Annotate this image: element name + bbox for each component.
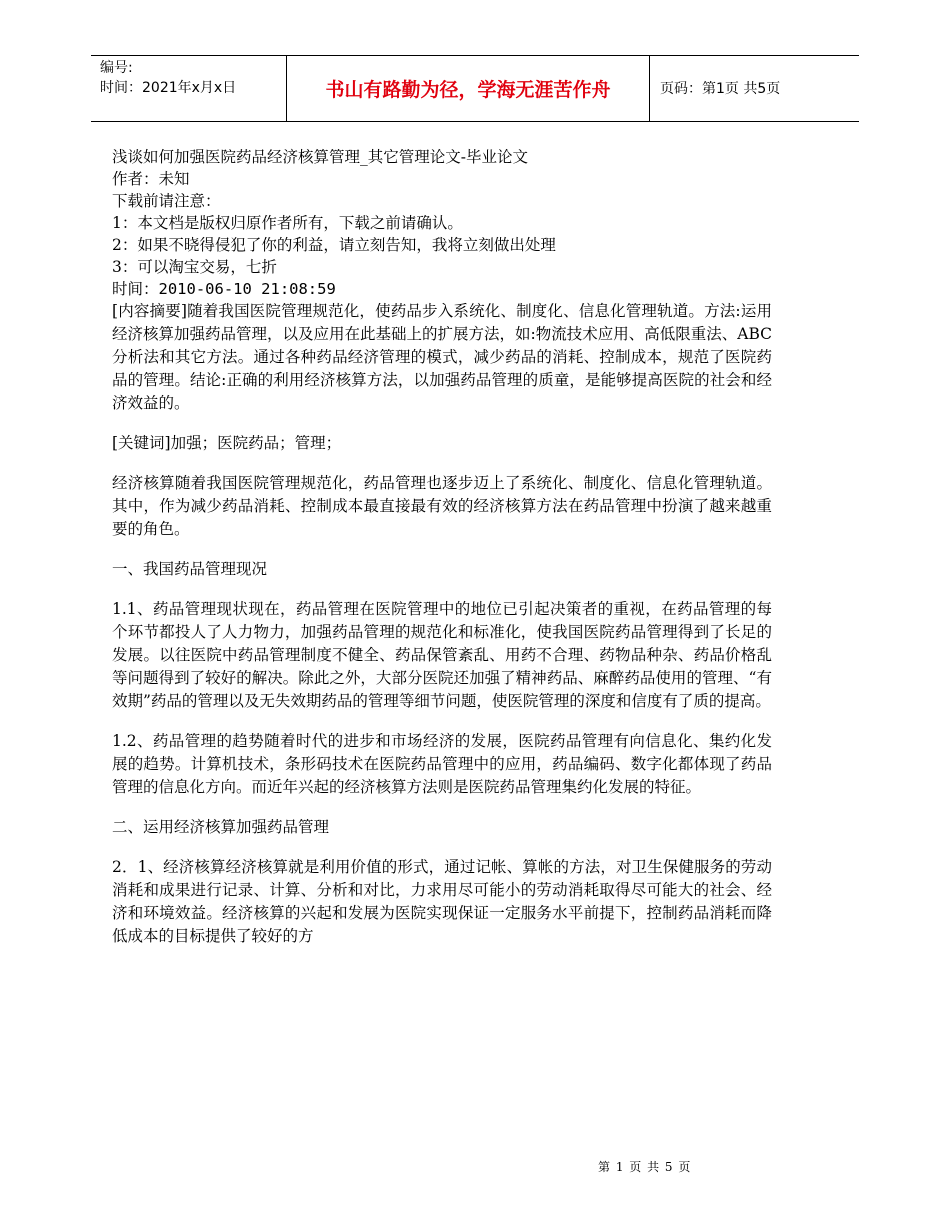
header-bottom-rule xyxy=(91,121,859,122)
document-time: 时间：2010-06-10 21:08:59 xyxy=(112,280,336,298)
notice-header: 下载前请注意： xyxy=(112,192,221,210)
header-motto-box xyxy=(286,55,650,121)
document-title: 浅谈如何加强医院药品经济核算管理_其它管理论文-毕业论文 xyxy=(112,148,528,166)
header-time-label: 时间：2021年x月x日 xyxy=(100,80,237,96)
document-body xyxy=(112,146,772,948)
paragraph-1-2: 1.2、药品管理的趋势随着时代的进步和市场经济的发展，医院药品管理有向信息化、集约化发展的趋势。计算机技术，条形码技术在医院药品管理中的应用，药品编码、数字化都体现了药品管理的信息化方向。而近年兴起的经济核算方法则是医院药品管理集约化发展的特征。 xyxy=(112,732,772,796)
page-footer: 第 1 页 共 5 页 xyxy=(598,1160,692,1174)
notice-item-1: 1：本文档是版权归原作者所有，下载之前请确认。 xyxy=(112,214,463,232)
section-heading-2: 二、运用经济核算加强药品管理 xyxy=(112,818,330,836)
abstract-paragraph: [内容摘要]随着我国医院管理规范化，使药品步入系统化、制度化、信息化管理轨道。方法:运用经济核算加强药品管理，以及应用在此基础上的扩展方法，如:物流技术应用、高低限重法、ABC分析法和其它方法。通过各种药品经济管理的模式，减少药品的消耗、控制成本，规范了医院药品的管理。结论:正确的利用经济核算方法，以加强药品管理的质童，是能够提高医院的社会和经济效益的。 xyxy=(112,302,772,412)
header-motto: 书山有路勤为径，学海无涯苦作舟 xyxy=(325,78,611,101)
header-page-info: 页码：第1页 共5页 xyxy=(660,81,781,97)
intro-paragraph: 经济核算随着我国医院管理规范化，药品管理也逐步迈上了系统化、制度化、信息化管理轨道。其中，作为减少药品消耗、控制成本最直接最有效的经济核算方法在药品管理中扮演了越来越重要的角色。 xyxy=(112,474,772,538)
paragraph-1-1: 1.1、药品管理现状现在，药品管理在医院管理中的地位已引起决策者的重视，在药品管理的每个环节都投人了人力物力，加强药品管理的规范化和标准化，使我国医院药品管理得到了长足的发展。以往医院中药品管理制度不健全、药品保管紊乱、用药不合理、药物品种杂、药品价格乱等问题得到了较好的解决。除此之外，大部分医院还加强了精神药品、麻醉药品使用的管理、“有效期”药品的管理以及无失效期药品的管理等细节问题，使医院管理的深度和信度有了质的提高。 xyxy=(112,600,772,710)
keywords-paragraph: [关键词]加强；医院药品；管理； xyxy=(112,434,342,452)
paragraph-2-1: 2．1、经济核算经济核算就是利用价值的形式，通过记帐、算帐的方法，对卫生保健服务的劳动消耗和成果进行记录、计算、分析和对比，力求用尽可能小的劳动消耗取得尽可能大的社会、经济和环境效益。经济核算的兴起和发展为医院实现保证一定服务水平前提下，控制药品消耗而降低成本的目标提供了较好的方 xyxy=(112,858,772,945)
header-left xyxy=(100,58,285,98)
header-number-label: 编号: xyxy=(100,60,133,76)
section-heading-1: 一、我国药品管理现况 xyxy=(112,560,268,578)
notice-item-2: 2：如果不晓得侵犯了你的利益，请立刻告知，我将立刻做出处理 xyxy=(112,236,556,254)
document-author: 作者：未知 xyxy=(112,170,190,188)
notice-item-3: 3：可以淘宝交易，七折 xyxy=(112,258,277,276)
